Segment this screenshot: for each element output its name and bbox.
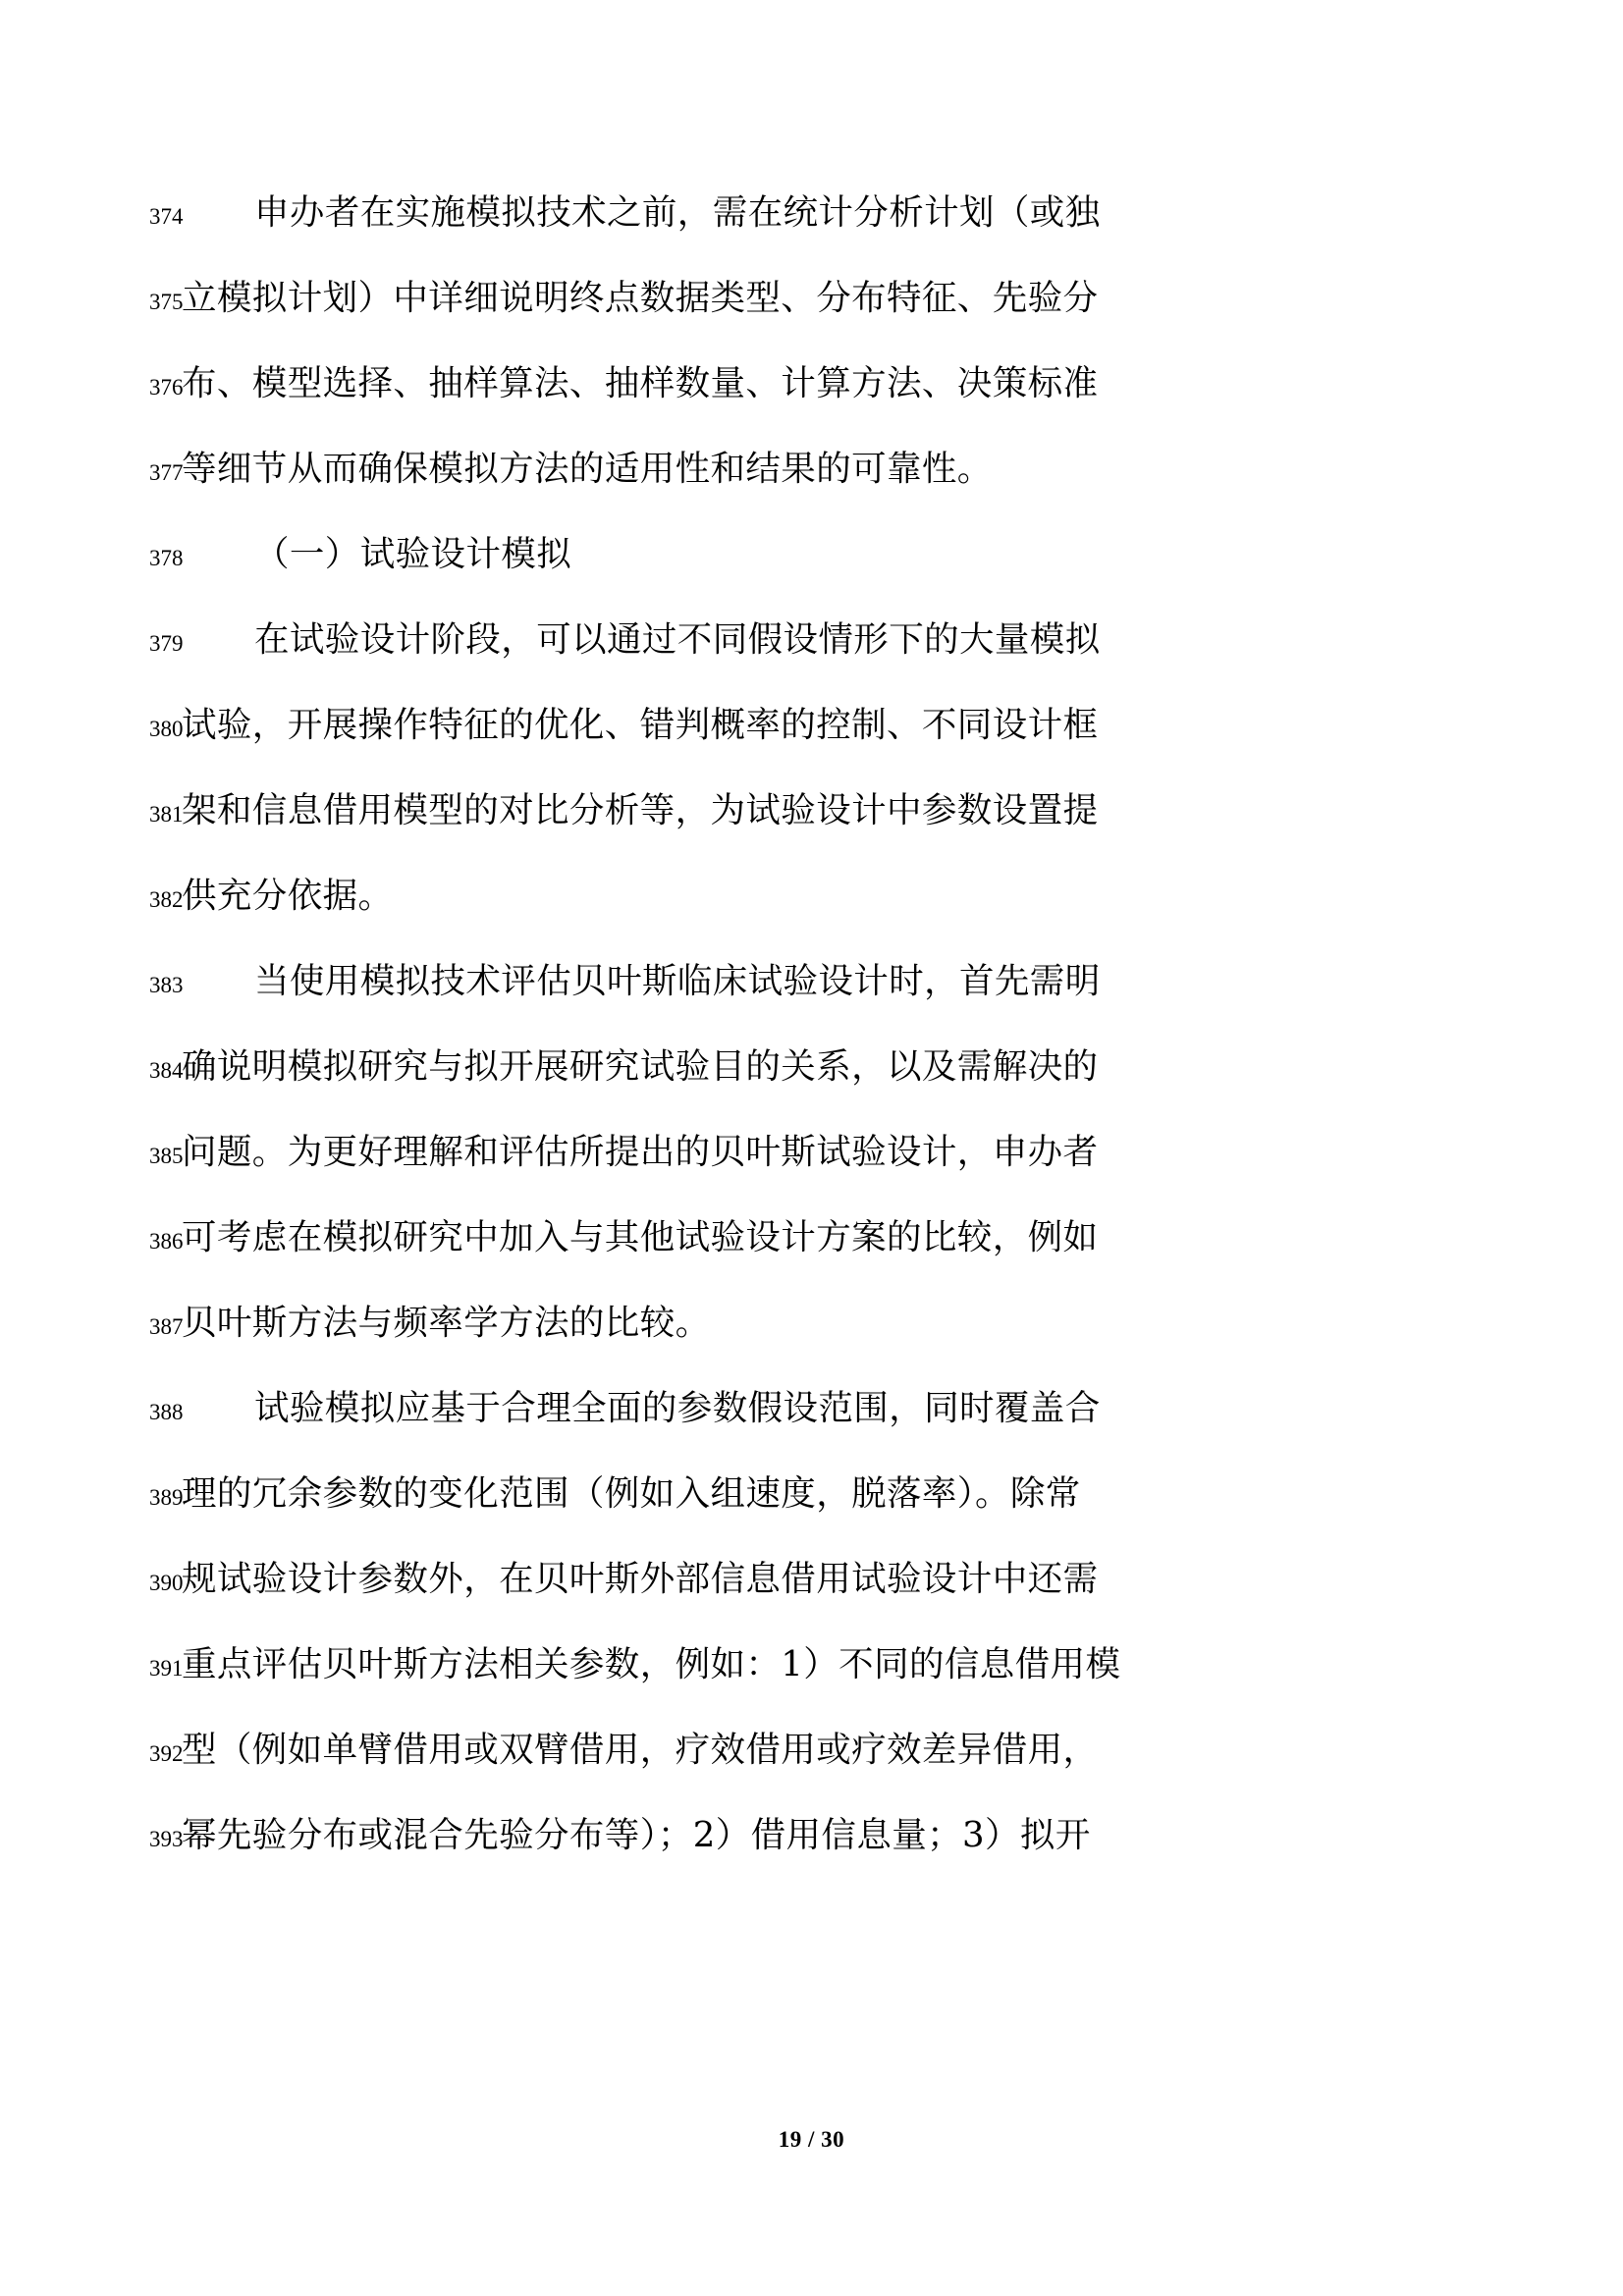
document-line [0, 855, 1623, 940]
page-footer: 19 / 30 [778, 2127, 845, 2152]
line-number: 378 [149, 546, 184, 570]
line-text: 型（例如单臂借用或双臂借用，疗效借用或疗效差异借用， [182, 1730, 1099, 1770]
line-number: 390 [149, 1571, 184, 1595]
line-text: 重点评估贝叶斯方法相关参数，例如：1）不同的信息借用模 [182, 1644, 1121, 1684]
line-text: 幂先验分布或混合先验分布等）；2）借用信息量；3）拟开 [182, 1815, 1091, 1855]
line-number: 384 [149, 1058, 184, 1083]
document-line [0, 1709, 1623, 1794]
document-line [0, 1111, 1623, 1197]
document-line [0, 1197, 1623, 1282]
document-line [0, 428, 1623, 513]
line-text: 布、模型选择、抽样算法、抽样数量、计算方法、决策标准 [182, 363, 1099, 403]
document-line [0, 1026, 1623, 1111]
document-line [0, 770, 1623, 855]
line-number: 379 [149, 631, 184, 656]
document-line [0, 172, 1623, 257]
line-text: 确说明模拟研究与拟开展研究试验目的关系，以及需解决的 [182, 1046, 1099, 1087]
document-line [0, 1794, 1623, 1880]
line-number: 392 [149, 1741, 184, 1766]
line-number: 376 [149, 375, 184, 400]
document-line [0, 684, 1623, 770]
line-text: 贝叶斯方法与频率学方法的比较。 [182, 1303, 711, 1343]
document-line [0, 1367, 1623, 1453]
line-text: 等细节从而确保模拟方法的适用性和结果的可靠性。 [182, 449, 993, 489]
line-number: 383 [149, 973, 184, 997]
line-text: 理的冗余参数的变化范围（例如入组速度，脱落率）。除常 [182, 1473, 1081, 1514]
line-text: 立模拟计划）中详细说明终点数据类型、分布特征、先验分 [182, 278, 1099, 318]
line-number: 391 [149, 1656, 184, 1681]
line-number: 381 [149, 802, 184, 827]
line-text: 规试验设计参数外，在贝叶斯外部信息借用试验设计中还需 [182, 1559, 1099, 1599]
line-text: 试验，开展操作特征的优化、错判概率的控制、不同设计框 [182, 705, 1099, 745]
line-number: 385 [149, 1144, 184, 1168]
line-number: 377 [149, 460, 184, 485]
line-number: 374 [149, 204, 184, 229]
line-text: 架和信息借用模型的对比分析等，为试验设计中参数设置提 [182, 790, 1099, 830]
document-line [0, 257, 1623, 343]
line-text: 在试验设计阶段，可以通过不同假设情形下的大量模拟 [254, 619, 1101, 660]
document-line [0, 513, 1623, 599]
line-number: 375 [149, 290, 184, 314]
line-number: 388 [149, 1400, 184, 1424]
line-number: 382 [149, 887, 184, 912]
document-body [0, 172, 1623, 1880]
line-number: 387 [149, 1314, 184, 1339]
line-text: 可考虑在模拟研究中加入与其他试验设计方案的比较，例如 [182, 1217, 1099, 1257]
document-line [0, 343, 1623, 428]
document-line [0, 1453, 1623, 1538]
line-text: 试验模拟应基于合理全面的参数假设范围，同时覆盖合 [254, 1388, 1101, 1428]
line-number: 380 [149, 717, 184, 741]
document-line [0, 940, 1623, 1026]
line-number: 389 [149, 1485, 184, 1510]
document-line [0, 1282, 1623, 1367]
line-text: 供充分依据。 [182, 876, 394, 916]
line-text: 问题。为更好理解和评估所提出的贝叶斯试验设计，申办者 [182, 1132, 1099, 1172]
line-number: 393 [149, 1827, 184, 1851]
document-line [0, 1624, 1623, 1709]
line-text: 当使用模拟技术评估贝叶斯临床试验设计时，首先需明 [254, 961, 1101, 1001]
line-text: 申办者在实施模拟技术之前，需在统计分析计划（或独 [254, 192, 1101, 233]
line-text: （一）试验设计模拟 [254, 534, 572, 574]
line-number: 386 [149, 1229, 184, 1254]
document-line [0, 1538, 1623, 1624]
document-line [0, 599, 1623, 684]
